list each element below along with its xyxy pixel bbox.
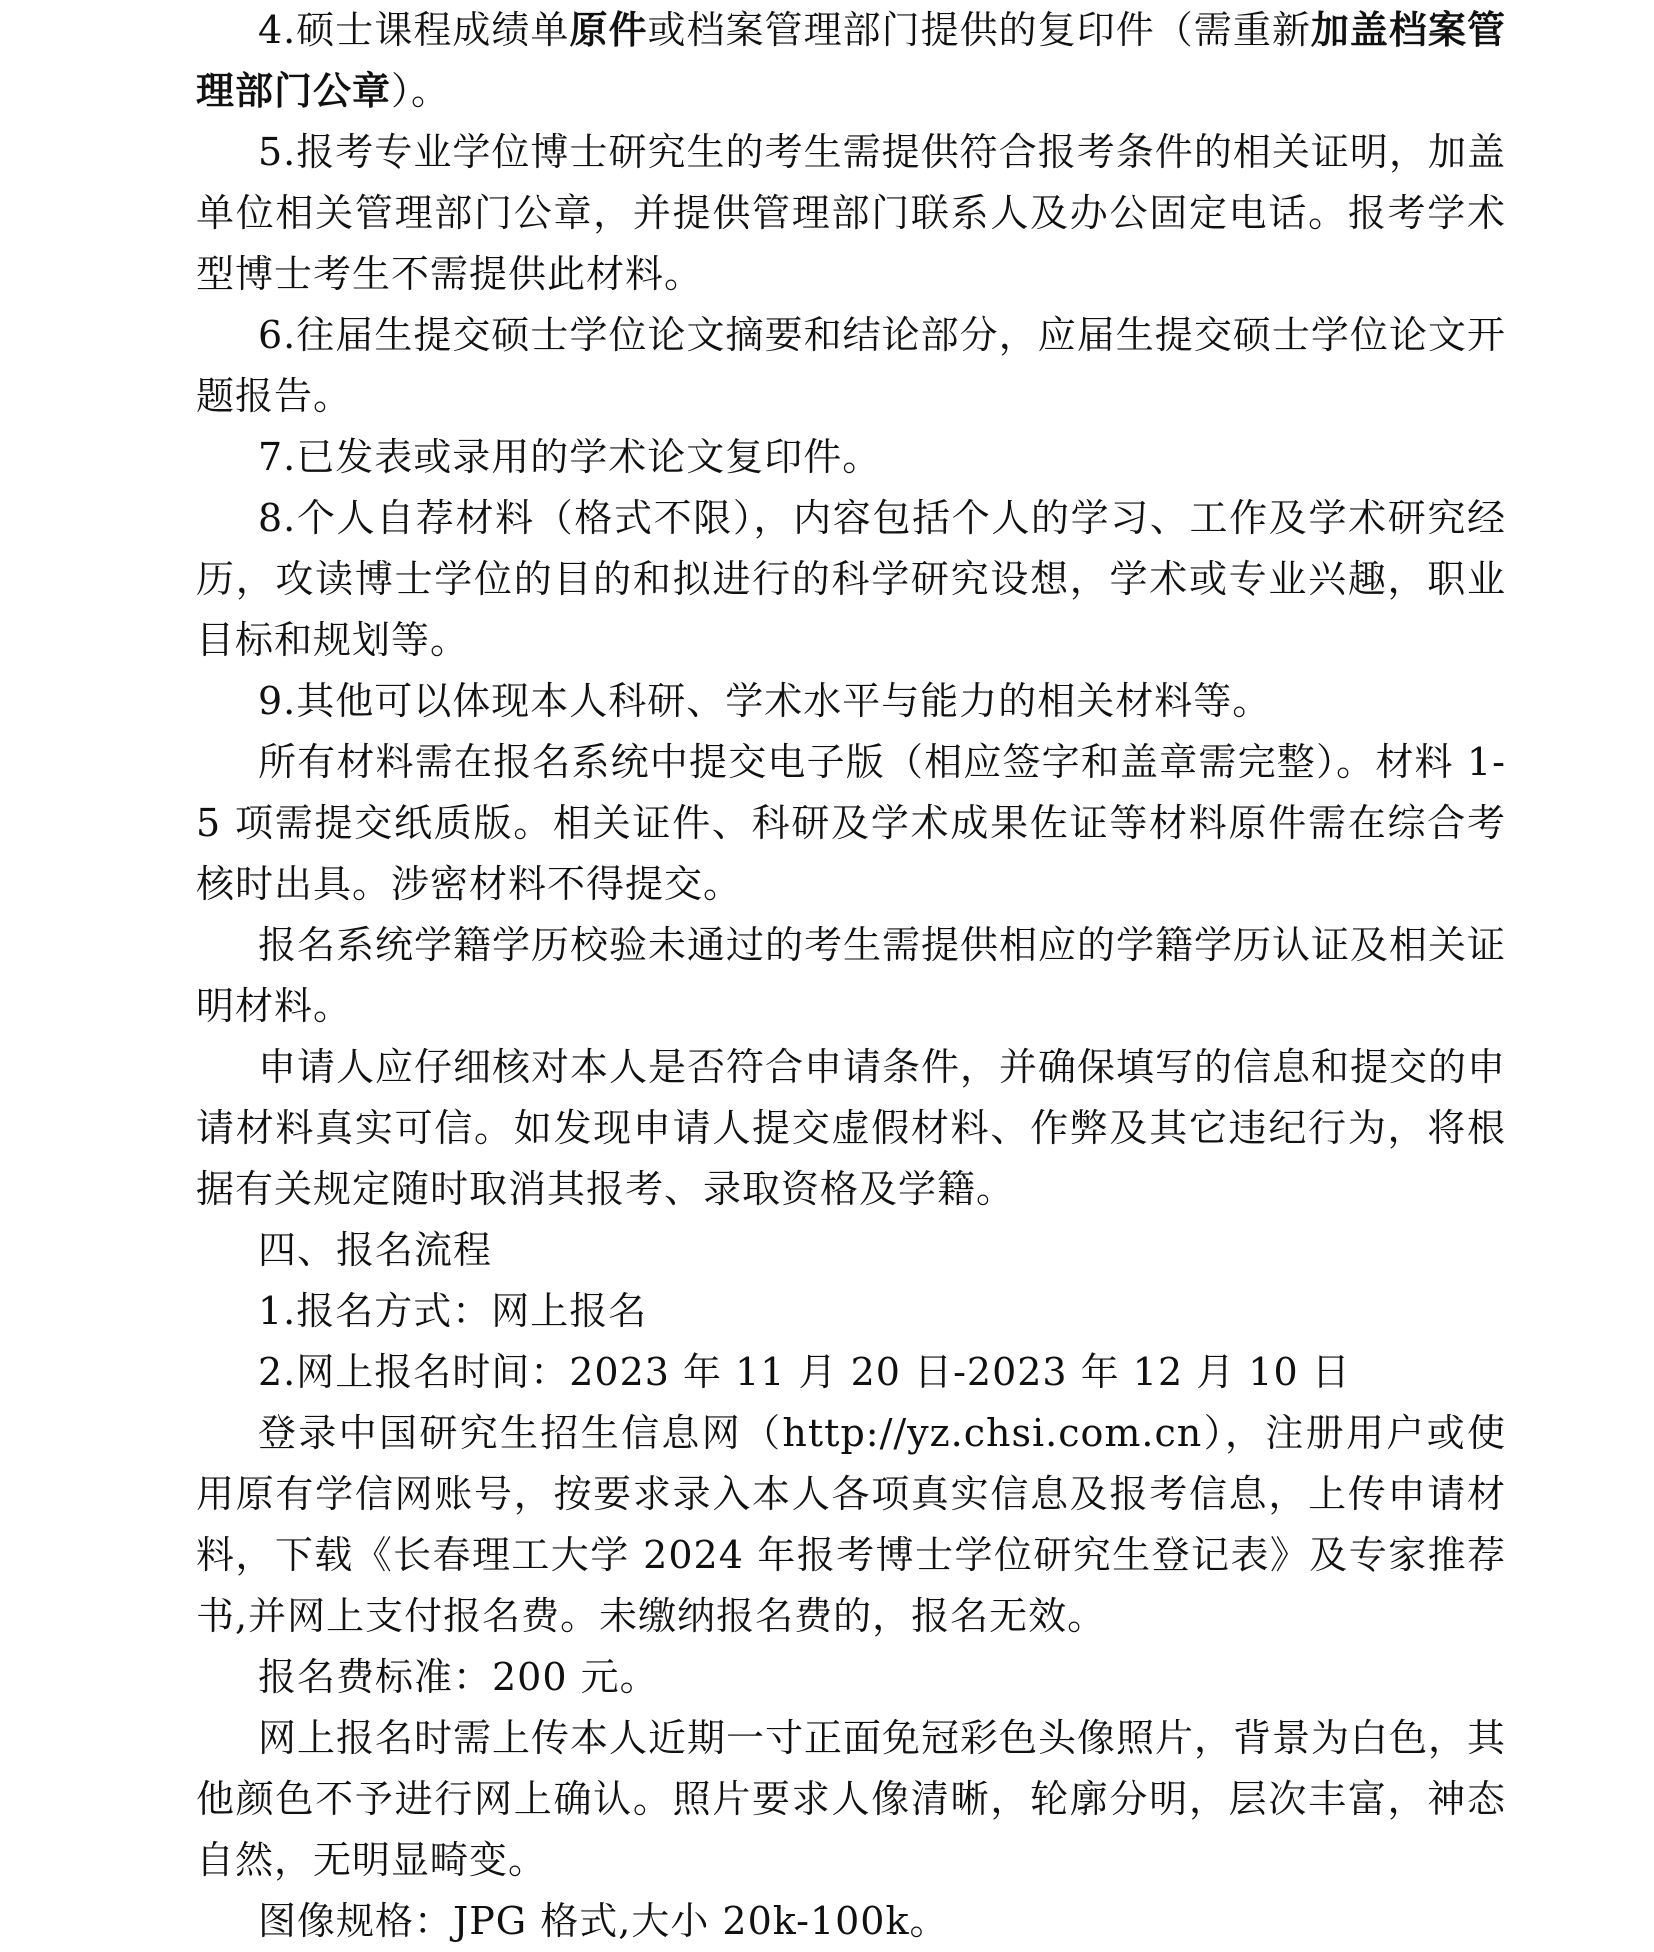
body-text	[196, 0, 1506, 1952]
paragraph-all-materials	[196, 732, 1506, 915]
paragraph-item-6	[196, 305, 1506, 427]
paragraph-item-8	[196, 488, 1506, 671]
text-segment: 图像规格：JPG 格式,大小 20k-100k。	[258, 1899, 949, 1943]
text-segment: 或档案管理部门提供的复印件（需重新	[647, 8, 1311, 52]
text-segment: 2.网上报名时间：2023 年 11 月 20 日-2023 年 12 月 10 日	[258, 1350, 1351, 1394]
section-heading	[196, 1220, 1506, 1281]
text-segment: 5.报考专业学位博士研究生的考生需提供符合报考条件的相关证明，加盖单位相关管理部门公章，并提供管理部门联系人及办公固定电话。报考学术型博士考生不需提供此材料。	[196, 130, 1506, 296]
text-segment: 申请人应仔细核对本人是否符合申请条件，并确保填写的信息和提交的申请材料真实可信。如发现申请人提交虚假材料、作弊及其它违纪行为，将根据有关规定随时取消其报考、录取资格及学籍。	[196, 1045, 1507, 1211]
text-segment: 登录中国研究生招生信息网（http://yz.chsi.com.cn），注册用户或使用原有学信网账号，按要求录入本人各项真实信息及报考信息，上传申请材料，下载《长春理工大学 2024 年报考博士学位研究生登记表》及专家推荐书,并网上支付报名费。未缴纳报名费的，报名无效。	[196, 1411, 1506, 1638]
text-segment: 9.其他可以体现本人科研、学术水平与能力的相关材料等。	[258, 679, 1272, 723]
paragraph-image-spec	[196, 1891, 1506, 1952]
paragraph-fee	[196, 1647, 1506, 1708]
paragraph-login	[196, 1403, 1506, 1647]
bold-text-segment: 原件	[569, 8, 648, 52]
paragraph-photo	[196, 1708, 1506, 1891]
text-segment: 四、报名流程	[258, 1228, 493, 1272]
paragraph-item-9	[196, 671, 1506, 732]
text-segment: 报名费标准：200 元。	[258, 1655, 659, 1699]
text-segment: 报名系统学籍学历校验未通过的考生需提供相应的学籍学历认证及相关证明材料。	[196, 923, 1507, 1028]
paragraph-item-7	[196, 427, 1506, 488]
paragraph-verification	[196, 915, 1506, 1037]
paragraph-method	[196, 1281, 1506, 1342]
text-segment: 7.已发表或录用的学术论文复印件。	[258, 435, 882, 479]
paragraph-time	[196, 1342, 1506, 1403]
text-segment: 4.硕士课程成绩单	[258, 8, 570, 52]
text-segment: 所有材料需在报名系统中提交电子版（相应签字和盖章需完整）。材料 1-5 项需提交纸质版。相关证件、科研及学术成果佐证等材料原件需在综合考核时出具。涉密材料不得提交。	[196, 740, 1506, 906]
text-segment: 1.报名方式：网上报名	[258, 1289, 648, 1333]
paragraph-item-4	[196, 0, 1506, 122]
paragraph-item-5	[196, 122, 1506, 305]
text-segment: ）。	[391, 69, 451, 113]
text-segment: 6.往届生提交硕士学位论文摘要和结论部分，应届生提交硕士学位论文开题报告。	[196, 313, 1506, 418]
paragraph-applicant-check	[196, 1037, 1506, 1220]
bold-text-segment: 加盖档案管理部门公章	[196, 8, 1506, 113]
text-segment: 网上报名时需上传本人近期一寸正面免冠彩色头像照片，背景为白色，其他颜色不予进行网上确认。照片要求人像清晰，轮廓分明，层次丰富，神态自然，无明显畸变。	[196, 1716, 1507, 1882]
text-segment: 8.个人自荐材料（格式不限），内容包括个人的学习、工作及学术研究经历，攻读博士学位的目的和拟进行的科学研究设想，学术或专业兴趣，职业目标和规划等。	[196, 496, 1506, 662]
